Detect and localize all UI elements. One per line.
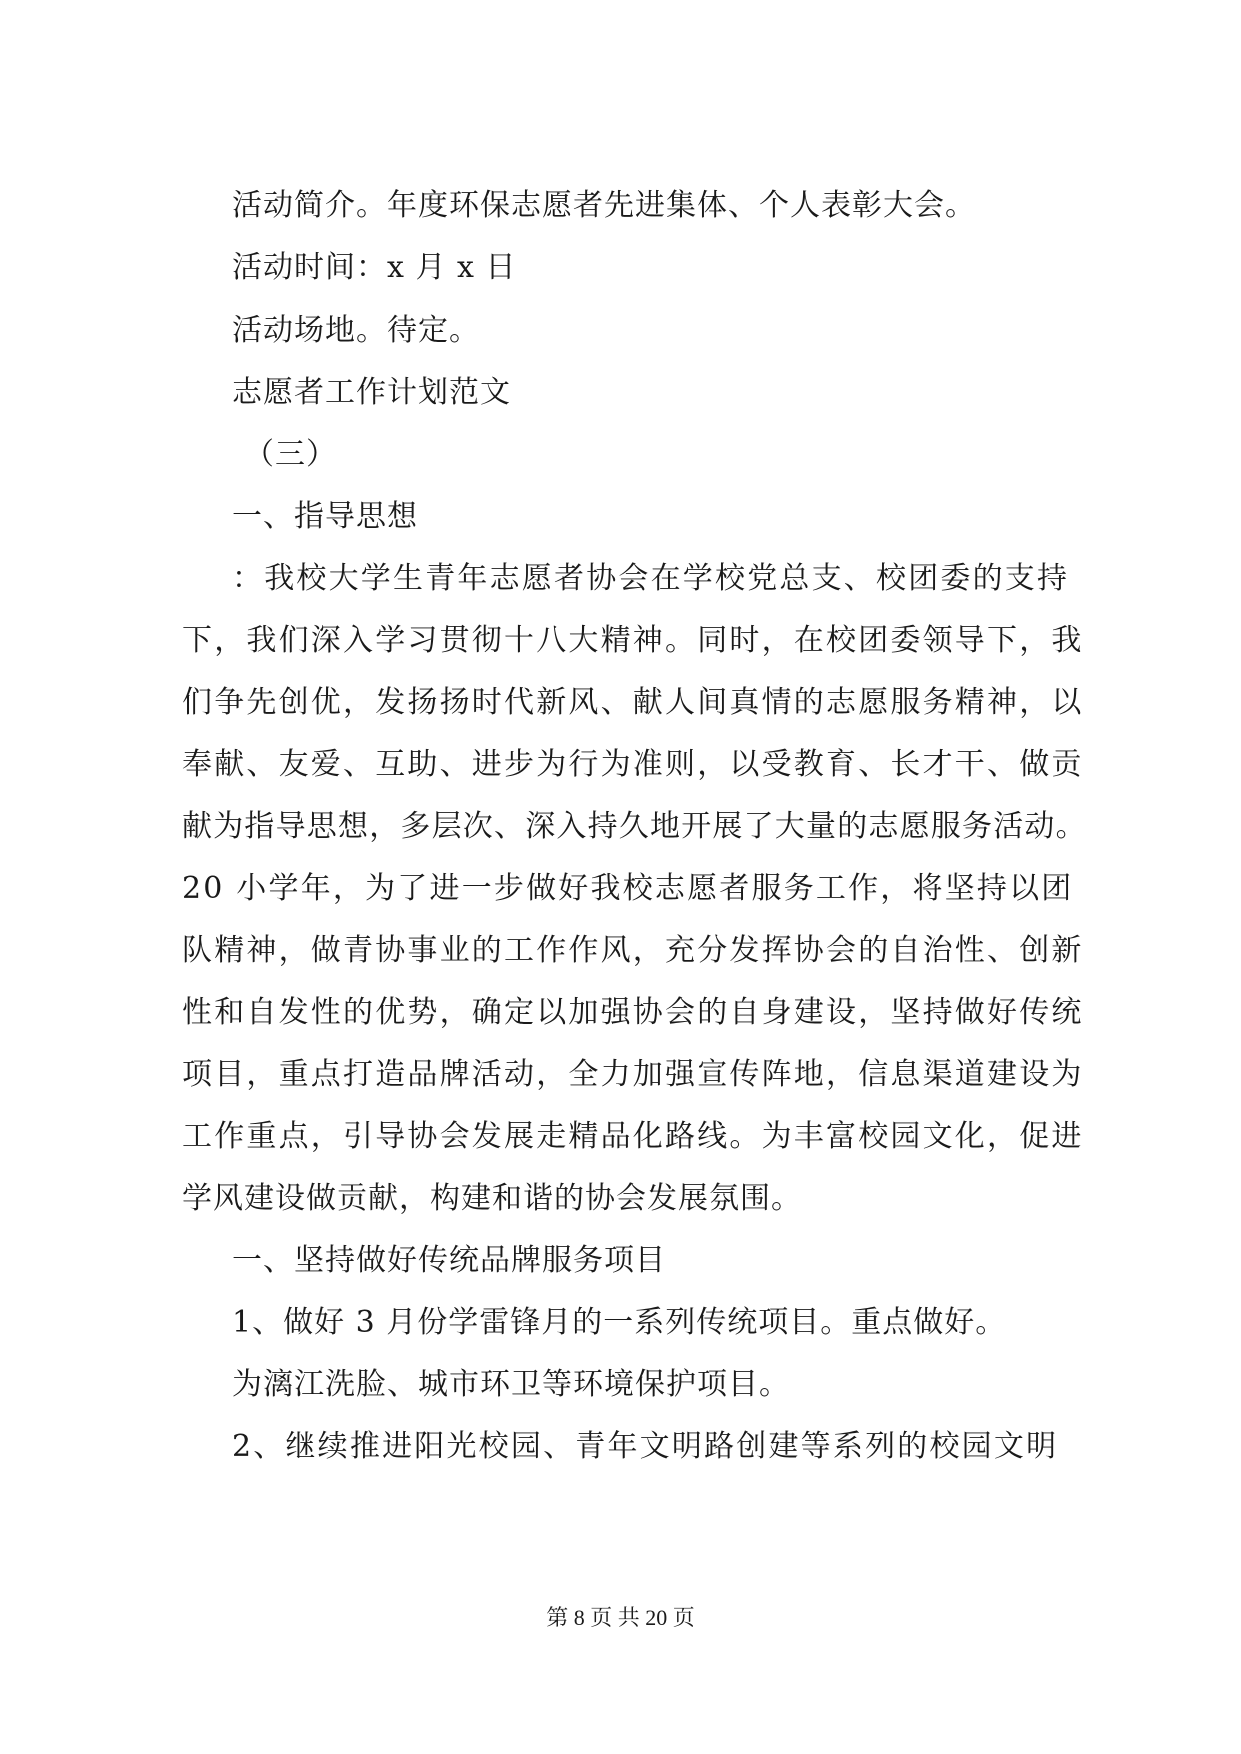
list-item-1-continued: 为漓江洗脸、城市环卫等环境保护项目。 <box>232 1367 790 1402</box>
paragraph-line: 20 小学年，为了进一步做好我校志愿者服务工作，将坚持以团 <box>182 871 1074 906</box>
paragraph-line: ：我校大学生青年志愿者协会在学校党总支、校团委的支持 <box>232 561 1070 596</box>
paragraph-line: 队精神，做青协事业的工作作风，充分发挥协会的自治性、创新 <box>182 933 1084 968</box>
paragraph-line: 性和自发性的优势，确定以加强协会的自身建设，坚持做好传统 <box>182 995 1084 1030</box>
paragraph-line: 奉献、友爱、互助、进步为行为准则，以受教育、长才干、做贡 <box>182 747 1084 782</box>
heading-traditional-projects: 一、坚持做好传统品牌服务项目 <box>232 1243 666 1278</box>
paragraph-line: 献为指导思想，多层次、深入持久地开展了大量的志愿服务活动。 <box>182 809 1087 844</box>
list-item-1: 1、做好 3 月份学雷锋月的一系列传统项目。重点做好。 <box>232 1305 1007 1340</box>
page-footer: 第 8 页 共 20 页 <box>546 1605 695 1630</box>
paragraph-line: 项目，重点打造品牌活动，全力加强宣传阵地，信息渠道建设为 <box>182 1057 1084 1092</box>
text-line-activity-intro: 活动简介。年度环保志愿者先进集体、个人表彰大会。 <box>232 188 976 223</box>
section-number: （三） <box>244 437 337 472</box>
paragraph-line: 学风建设做贡献，构建和谐的协会发展氛围。 <box>182 1181 802 1216</box>
paragraph-line: 下，我们深入学习贯彻十八大精神。同时，在校团委领导下，我 <box>182 623 1084 658</box>
paragraph-line: 们争先创优，发扬扬时代新风、献人间真情的志愿服务精神，以 <box>182 685 1084 720</box>
list-item-2: 2、继续推进阳光校园、青年文明路创建等系列的校园文明 <box>232 1429 1059 1464</box>
paragraph-line: 工作重点，引导协会发展走精品化路线。为丰富校园文化，促进 <box>182 1119 1084 1154</box>
section-title: 志愿者工作计划范文 <box>232 375 511 410</box>
text-line-activity-time: 活动时间：x 月 x 日 <box>232 250 517 285</box>
heading-guiding-ideology: 一、指导思想 <box>232 499 418 534</box>
text-line-activity-venue: 活动场地。待定。 <box>232 313 480 348</box>
